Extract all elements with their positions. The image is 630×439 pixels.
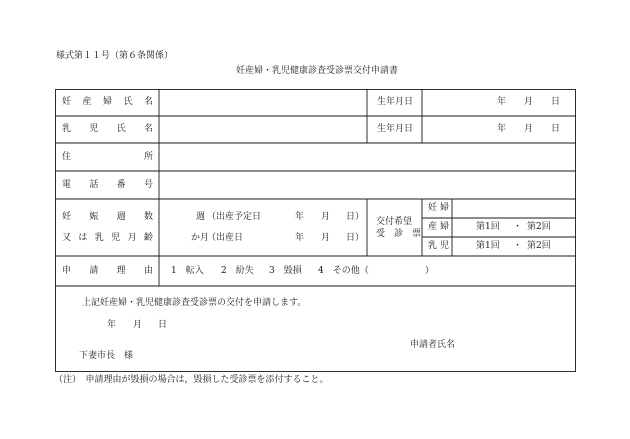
reason-label: 申 請 理 由: [62, 266, 153, 276]
infant-option-2[interactable]: 第2回: [527, 241, 551, 251]
reason-other-close: ）: [425, 266, 435, 276]
birth-month: 月: [321, 233, 331, 243]
declaration-statement: 上記妊産婦・乳児健康診査受診票の交付を申請します。: [82, 298, 307, 308]
infant-name-field[interactable]: [160, 117, 367, 143]
postpartum-option-2[interactable]: 第2回: [527, 222, 551, 232]
form-number: 様式第１１号（第６条関係）: [56, 51, 174, 61]
phone-label: 電 話 番 号: [62, 180, 153, 190]
reason-option-lost[interactable]: 2 紛失: [221, 266, 254, 276]
reason-option-damaged[interactable]: 3 毀損: [269, 266, 302, 276]
pregnant-name-label: 妊 産 婦 氏 名: [62, 97, 153, 107]
infant-dob-day: 日: [551, 124, 561, 134]
month-unit: か月: [191, 233, 210, 243]
postpartum-option-separator: ・: [513, 222, 523, 232]
birth-day: 日）: [346, 233, 365, 243]
phone-field[interactable]: [160, 172, 575, 199]
due-day: 日）: [346, 212, 365, 222]
applicant-name-label: 申請者氏名: [410, 340, 456, 350]
application-form-table: [55, 89, 576, 372]
postpartum-voucher-label: 産婦: [428, 222, 453, 232]
pregnant-dob-label: 生年月日: [377, 97, 414, 107]
infant-name-label: 乳 児 氏 名: [62, 124, 153, 134]
infant-age-label: 又 は 乳 児 月 齢: [62, 233, 153, 243]
due-month: 月: [321, 212, 331, 222]
document-title: 妊産婦・乳児健康診査受診票交付申請書: [236, 66, 399, 76]
pregnant-dob-year: 年: [497, 97, 507, 107]
address-field[interactable]: [160, 144, 575, 171]
addressee: 下妻市長 様: [79, 351, 134, 361]
infant-dob-label: 生年月日: [377, 124, 414, 134]
reason-option-move-in[interactable]: 1 転入: [171, 266, 204, 276]
footnote: （注） 申請理由が毀損の場合は，毀損した受診票を添付すること。: [54, 375, 329, 385]
week-unit: 週: [196, 212, 206, 222]
infant-voucher-label: 乳児: [428, 241, 453, 251]
infant-option-1[interactable]: 第1回: [476, 241, 500, 251]
postpartum-option-1[interactable]: 第1回: [476, 222, 500, 232]
declaration-year: 年: [107, 320, 117, 330]
declaration-day: 日: [158, 320, 168, 330]
birth-year: 年: [295, 233, 305, 243]
due-date-label: （出産予定日: [207, 212, 262, 222]
requested-voucher-label-line2: 受 診 票: [376, 229, 422, 239]
address-label: 住 所: [62, 152, 153, 162]
pregnancy-weeks-label: 妊 娠 週 数: [62, 212, 153, 222]
infant-dob-year: 年: [497, 124, 507, 134]
pregnant-dob-month: 月: [524, 97, 534, 107]
pregnant-voucher-label: 妊婦: [428, 203, 453, 213]
birth-date-label: （出産日: [207, 233, 244, 243]
reason-option-other[interactable]: 4 その他（: [318, 266, 369, 276]
due-year: 年: [295, 212, 305, 222]
declaration-month: 月: [133, 320, 143, 330]
pregnant-name-field[interactable]: [160, 89, 367, 116]
pregnant-dob-day: 日: [551, 97, 561, 107]
infant-dob-month: 月: [524, 124, 534, 134]
infant-option-separator: ・: [513, 241, 523, 251]
requested-voucher-label-line1: 交付希望: [376, 217, 413, 227]
pregnant-voucher-field[interactable]: [453, 200, 575, 218]
